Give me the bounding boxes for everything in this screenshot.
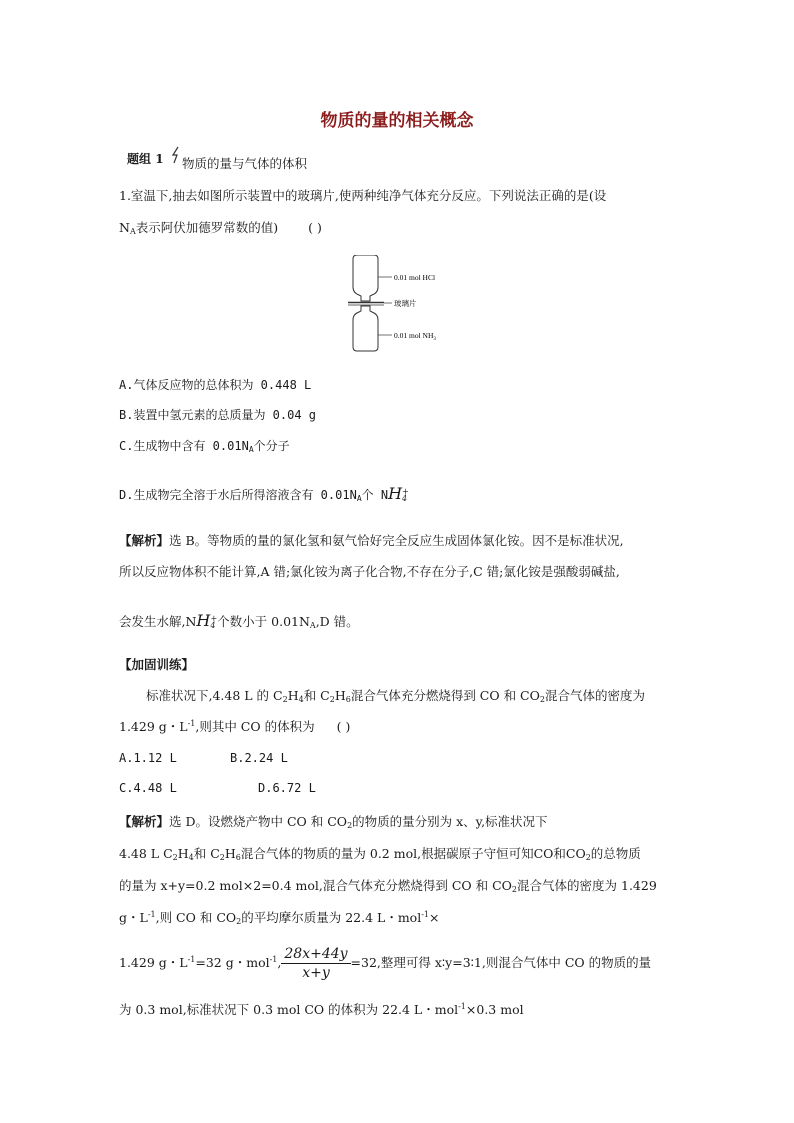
ammonium-h: H [388,484,403,503]
r1a: 标准状况下,4.48 L 的 C [146,688,283,703]
a2-4d: × [429,910,440,925]
lower-bottle [353,306,378,351]
na-subscript: A [129,227,136,236]
option-c-sub: A [248,445,254,454]
label-nh3-text: 0.01 mol NH [394,331,434,340]
analysis-2-line-3 [119,876,657,894]
label-nh3-sub: 3 [433,337,436,342]
r1-sub-h6: 6 [345,695,351,704]
a2-2e: 混合气体的物质的量为 0.2 mol,根据碳原子守恒可知CO和CO [240,846,586,861]
r1-sub-c2b: 2 [329,695,335,704]
label-hcl: 0.01 mol HCl [394,273,436,282]
analysis-1-sub-3: A [309,621,316,630]
r1f: 混合气体的密度为 [544,688,645,703]
option-a: A.气体反应物的总体积为 0.448 L [119,378,312,392]
option-b: B.装置中氢元素的总质量为 0.04 g [119,408,317,422]
r2-blank: ( ) [336,719,351,734]
a2-2d: H [224,846,236,861]
ammonium-sup-2: + [210,614,218,623]
a2-3a: 的量为 x+y=0.2 mol×2=0.4 mol,混合气体充分燃烧得到 CO 和 CO [119,878,512,893]
r2b: ,则其中 CO 的体积为 [195,719,315,734]
analysis-1-text-3a: 会发生水解,N [119,614,197,629]
label-nh3 [394,331,436,342]
a2-2c: 和 C [193,846,220,861]
option-c [119,437,290,454]
question-1-line-1: 1.室温下,抽去如图所示装置中的玻璃片,使两种纯净气体充分反应。下列说法正确的是(设 [119,188,607,203]
r1-sub-co2: 2 [539,695,545,704]
ammonium-h-2: H [196,611,211,630]
analysis-2-line-2 [119,844,641,862]
analysis-2-line-5 [119,940,651,983]
r2-sup: -1 [187,719,196,728]
reinforce-line-1 [146,686,645,704]
r1-sub-c2a: 2 [282,695,288,704]
a2-2-sub-b: 4 [188,853,194,862]
fraction-denominator: x+y [302,965,330,981]
r2a: 1.429 g・L [119,719,188,734]
a2-6-sup: -1 [458,1002,466,1011]
r1-sub-h4: 4 [298,695,304,704]
analysis-2-line-1 [119,812,548,830]
group-number: 1 [155,152,164,166]
analysis-2-line-6 [119,1000,524,1018]
group-label [127,150,164,167]
analysis-1-text-3c: ,D 错。 [315,614,359,629]
a2-2f: 的总物质 [590,846,641,861]
analysis-1-line-2: 所以反应物体积不能计算,A 错;氯化铵为离子化合物,不存在分子,C 错;氯化铵是强酸弱碱盐, [119,564,620,579]
r1b: H [287,688,299,703]
a2-5-sup-a: -1 [187,955,196,964]
a2-4c: 的平均摩尔质量为 22.4 L・mol [241,910,422,925]
reinforce-option-d: D.6.72 L [258,781,316,795]
a2-4-sup-b: -1 [421,910,429,919]
r1d: H [334,688,346,703]
lightning-icon [170,146,182,164]
a2-2-sub-c: 2 [219,853,225,862]
a2-4a: g・L [119,910,148,925]
a2-1-sub: 2 [347,821,353,830]
a2-4-sub: 2 [236,917,242,926]
analysis-2-tag: 【解析】 [119,814,170,829]
r1c: 和 C [303,688,330,703]
analysis-1-tag: 【解析】 [119,533,170,548]
reinforce-tag: 【加固训练】 [119,657,195,672]
a2-5b: =32 g・mol [195,955,270,970]
analysis-1-text-3b: 个数小于 0.01N [217,614,310,629]
a2-6b: ×0.3 mol [465,1002,524,1017]
analysis-1-line-3 [119,611,359,630]
a2-2-sub-e: 2 [585,853,591,862]
a2-4-sup-a: -1 [147,910,156,919]
question-1-line-2-text: 表示阿伏加德罗常数的值) [135,220,279,235]
option-d-sub: A [356,494,362,503]
a2-2-sub-d: 6 [235,853,241,862]
a2-6a: 为 0.3 mol,标准状况下 0.3 mol CO 的体积为 22.4 L・mol [119,1002,459,1017]
analysis-1-text-1: 选 B。等物质的量的氯化氢和氨气恰好完全反应生成固体氯化铵。因不是标准状况, [169,533,624,548]
label-glass-plate: 玻璃片 [394,299,417,308]
a2-4b: ,则 CO 和 CO [155,910,237,925]
a2-2-sub-a: 2 [172,853,178,862]
a2-5c: , [277,955,282,970]
ammonium-sup: + [402,487,409,496]
analysis-1-line-1 [119,531,624,549]
option-d-mid: 个 N [361,488,389,502]
a2-2a: 4.48 L C [119,846,173,861]
group-label-text: 题组 [127,152,152,166]
molar-mass-fraction [281,945,350,982]
r1e: 混合气体充分燃烧得到 CO 和 CO [350,688,540,703]
a2-3b: 混合气体的密度为 1.429 [517,878,657,893]
a2-1b: 的物质的量分别为 x、y,标准状况下 [352,814,548,829]
option-d [119,484,409,503]
page-title: 物质的量的相关概念 [320,111,474,131]
fraction-numerator: 28x+44y [281,945,350,964]
option-c-end: 个分子 [253,439,290,453]
a2-5a: 1.429 g・L [119,955,188,970]
upper-bottle [353,255,378,301]
apparatus-diagram [340,255,490,355]
reinforce-option-c: C.4.48 L [119,781,177,795]
reinforce-line-2 [119,717,350,735]
question-1-line-2 [119,218,322,236]
a2-3-sub: 2 [511,885,518,894]
a2-5d: =32,整理可得 x∶y=3∶1,则混合气体中 CO 的物质的量 [350,955,652,970]
group-title: 物质的量与气体的体积 [182,156,308,171]
ammonium-ion-2 [196,611,217,630]
reinforce-option-a: A.1.12 L [119,751,177,765]
a2-5-sup-b: -1 [269,955,278,964]
na-symbol: N [119,220,130,235]
analysis-2-line-4 [119,908,439,926]
answer-blank: ( ) [308,220,322,235]
a2-2b: H [177,846,189,861]
a2-1a: 选 D。设燃烧产物中 CO 和 CO [169,814,348,829]
ammonium-sub: 4 [402,494,408,503]
reinforce-option-b: B.2.24 L [230,751,288,765]
ammonium-ion [388,484,409,503]
ammonium-sub-2: 4 [210,621,216,630]
option-c-text: C.生成物中含有 0.01N [119,439,249,453]
option-d-text: D.生成物完全溶于水后所得溶液含有 0.01N [119,488,357,502]
